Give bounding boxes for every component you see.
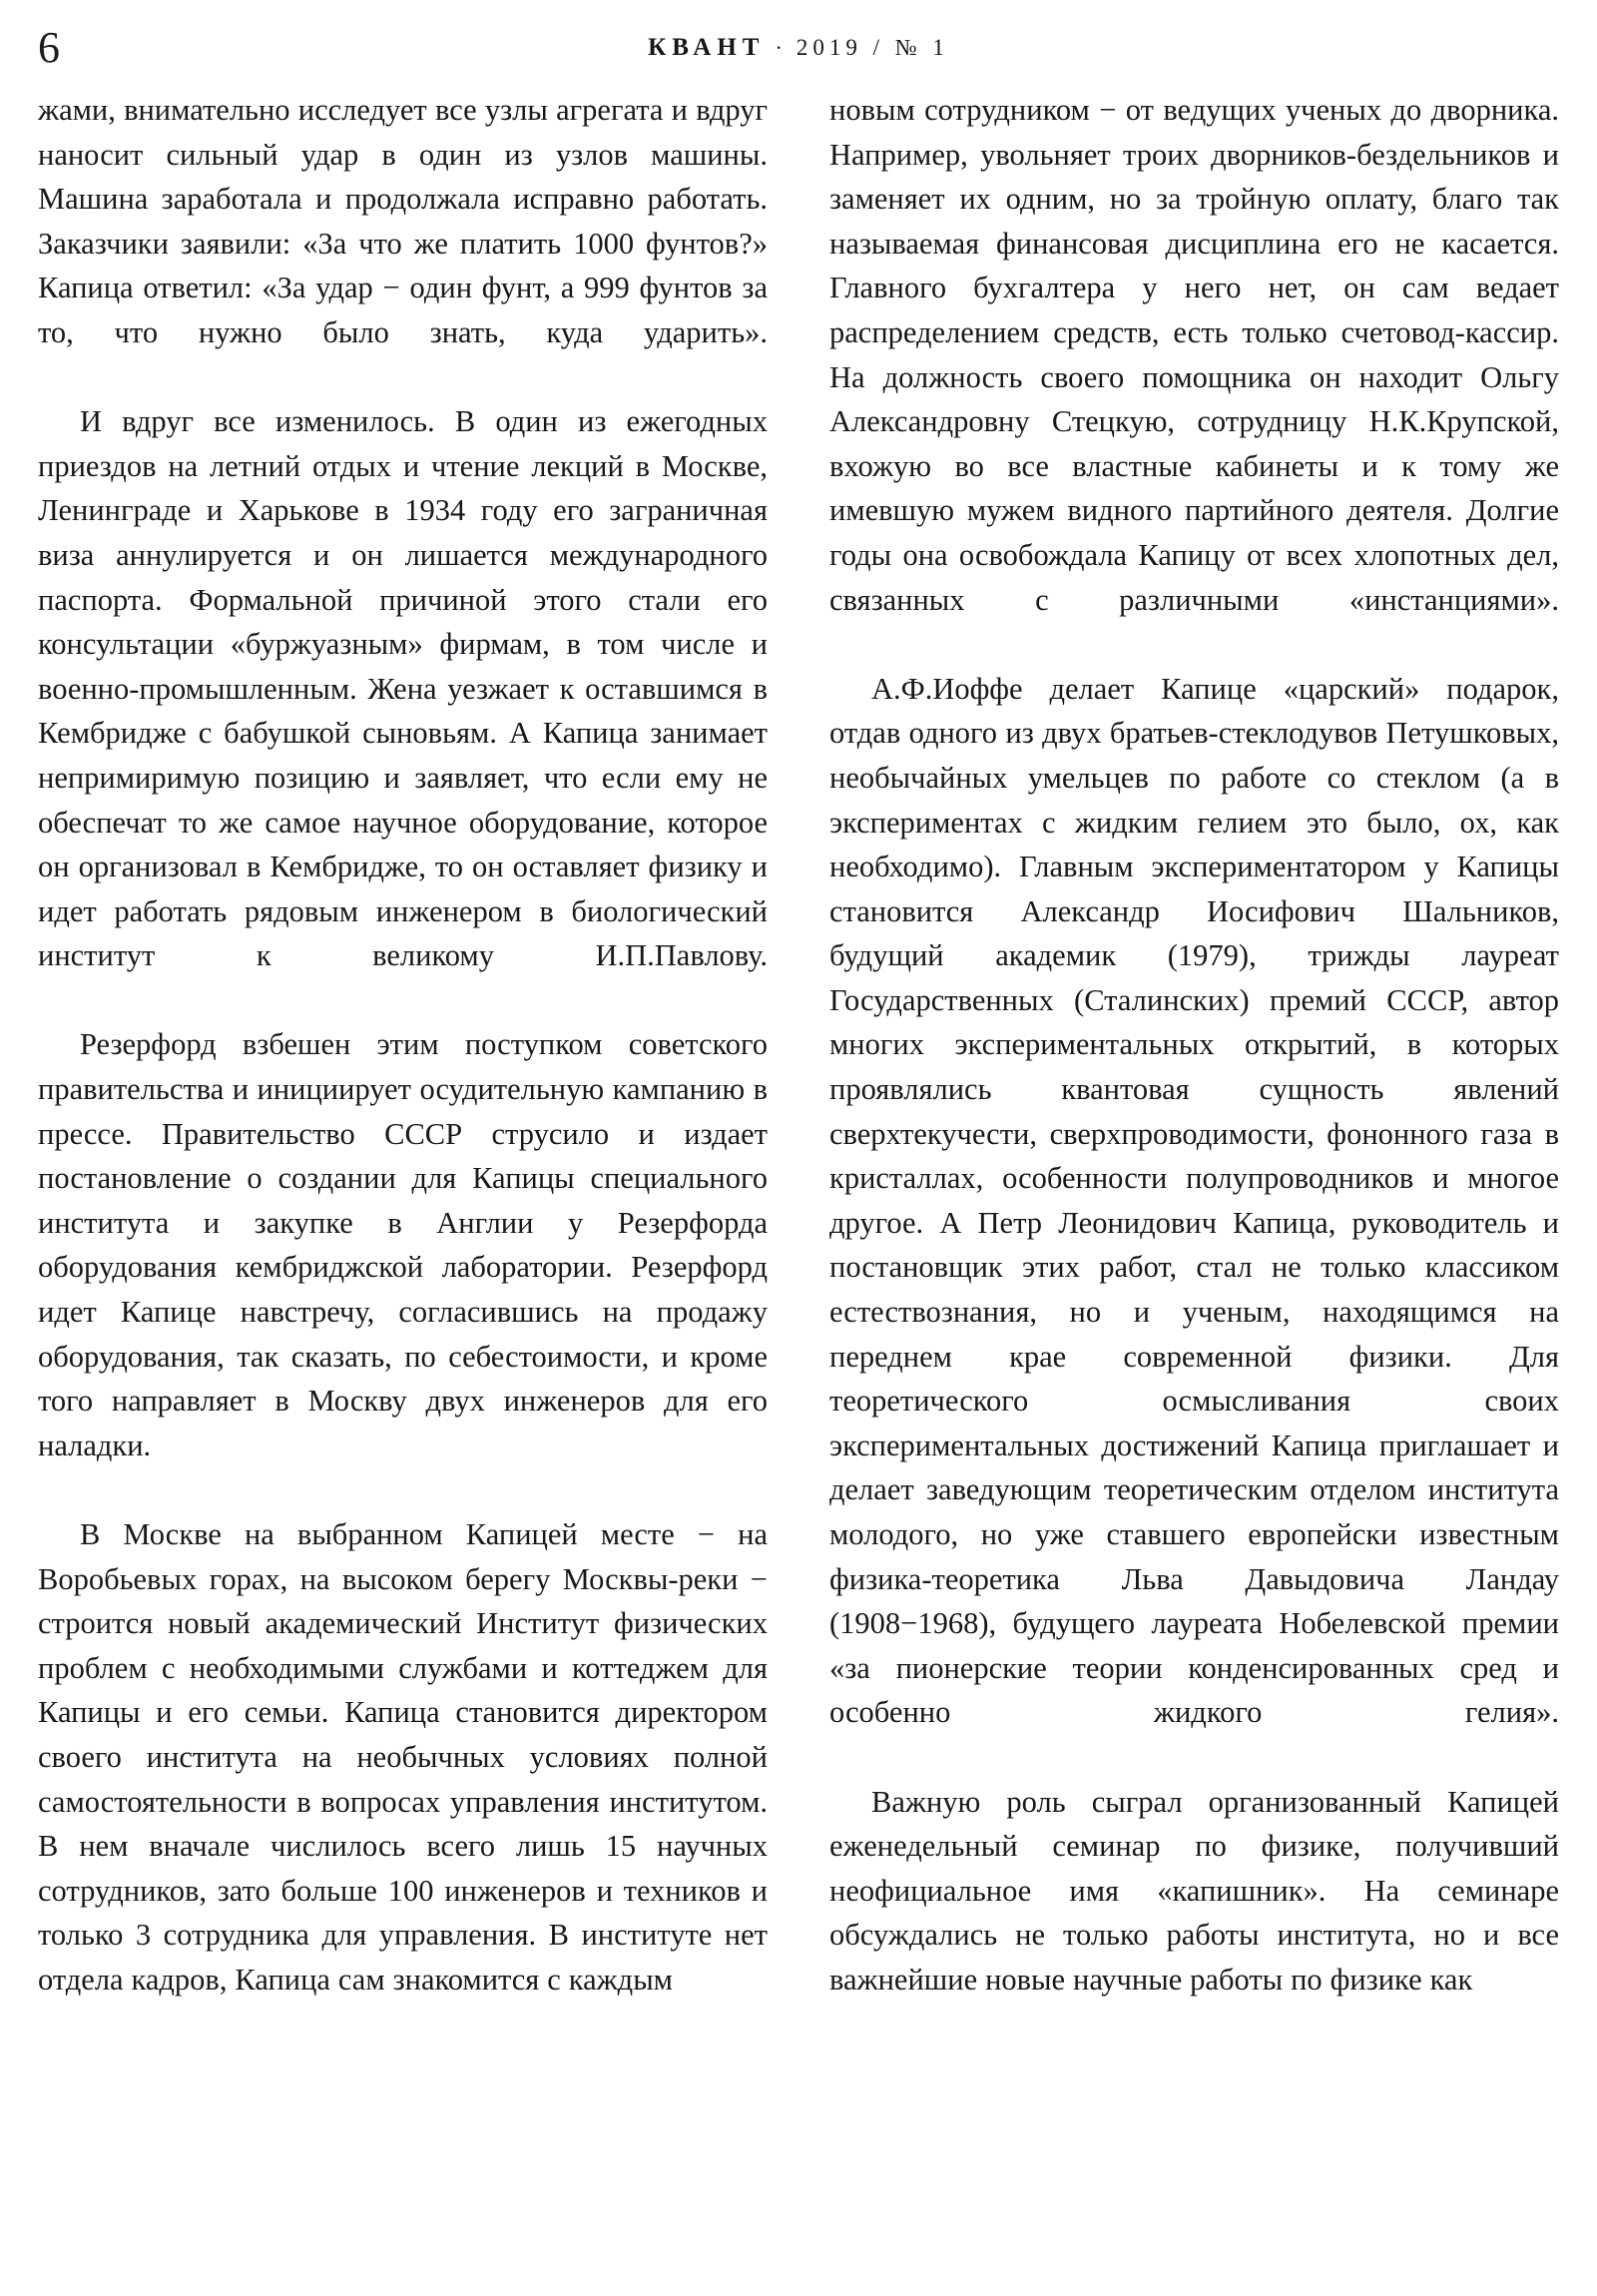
page-number: 6 xyxy=(38,23,60,72)
paragraph: Важную роль сыграл организованный Капицей еженедельный семинар по физике, получивший неофициальное имя «капишник». На семинаре обсуждались не только работы института, но и все важнейшие новые научные работы по физике как xyxy=(829,1784,1559,1997)
paragraph: новым сотрудником − от ведущих ученых до дворника. Например, увольняет троих дворников-бездельников и заменяет их одним, но за тройную оплату, благо так называемая финансовая дисциплина его не касается. Главного бухгалтера у него нет, он сам ведает распределением средств, есть только счетовод-кассир. На должность своего помощника он находит Ольгу Александровну Стецкую, сотрудницу Н.К.Крупской, вхожую во все властные кабинеты и к тому же имевшую мужем видного партийного деятеля. Долгие годы она освобождала Капицу от всех хлопотных дел, связанных с различными «инстанциями». xyxy=(829,93,1559,617)
right-column xyxy=(829,88,1559,2274)
running-head-center xyxy=(0,34,1597,62)
paragraph: Резерфорд взбешен этим поступком советского правительства и инициирует осудительную кампанию в прессе. Правительство СССР струсило и издает постановление о создании для Капицы специального института и закупке в Англии у Резерфорда оборудования кембриджской лаборатории. Резерфорд идет Капице навстречу, согласившись на продажу оборудования, так сказать, по себестоимости, и кроме того направляет в Москву двух инженеров для его наладки. xyxy=(38,1027,768,1462)
journal-title: КВАНТ xyxy=(648,34,766,61)
running-head xyxy=(0,22,1597,70)
header-separator: · xyxy=(775,35,787,60)
paragraph: жами, внимательно исследует все узлы агрегата и вдруг наносит сильный удар в один из узлов машины. Машина заработала и продолжала исправно работать. Заказчики заявили: «За что же платить 1000 фунтов?» Капица ответил: «За удар − один фунт, а 999 фунтов за то, что нужно было знать, куда ударить». xyxy=(38,93,768,349)
body-columns xyxy=(38,88,1559,2274)
paragraph: В Москве на выбранном Капицей месте − на Воробьевых горах, на высоком берегу Москвы-реки − строится новый академический Институт физических проблем с необходимыми службами и коттеджем для Капицы и его семьи. Капица становится директором своего института на необычных условиях полной самостоятельности в вопросах управления институтом. В нем вначале числилось всего лишь 15 научных сотрудников, зато больше 100 инженеров и техников и только 3 сотрудника для управления. В институте нет отдела кадров, Капица сам знакомится с каждым xyxy=(38,1517,768,1997)
paragraph: И вдруг все изменилось. В один из ежегодных приездов на летний отдых и чтение лекций в Москве, Ленинграде и Харькове в 1934 году его заграничная виза аннулируется и он лишается международного паспорта. Формальной причиной этого стали его консультации «буржуазным» фирмам, в том числе и военно-промышленным. Жена уезжает к оставшимся в Кембридже с бабушкой сыновьям. А Капица занимает непримиримую позицию и заявляет, что если ему не обеспечат то же самое научное оборудование, которое он организовал в Кембридже, то он оставляет физику и идет работать рядовым инженером в биологический институт к великому И.П.Павлову. xyxy=(38,404,768,973)
paragraph: А.Ф.Иоффе делает Капице «царский» подарок, отдав одного из двух братьев-стеклодувов Петушковых, необычайных умельцев по работе со стеклом (а в экспериментах с жидким гелием это было, ох, как необходимо). Главным экспериментатором у Капицы становится Александр Иосифович Шальников, будущий академик (1979), трижды лауреат Государственных (Сталинских) премий СССР, автор многих экспериментальных открытий, в которых проявлялись квантовая сущность явлений сверхтекучести, сверхпроводимости, фононного газа в кристаллах, особенности полупроводников и многое другое. А Петр Леонидович Капица, руководитель и постановщик этих работ, стал не только классиком естествознания, но и ученым, находящимся на переднем крае современной физики. Для теоретического осмысливания своих экспериментальных достижений Капица приглашает и делает заведующим теоретическим отделом института молодого, но уже ставшего европейски известным физика-теоретика Льва Давыдовича Ландау (1908−1968), будущего лауреата Нобелевской премии «за пионерские теории конденсированных сред и особенно жидкого гелия». xyxy=(829,671,1559,1730)
issue-label: 2019 / № 1 xyxy=(796,35,949,60)
left-column xyxy=(38,88,768,2274)
